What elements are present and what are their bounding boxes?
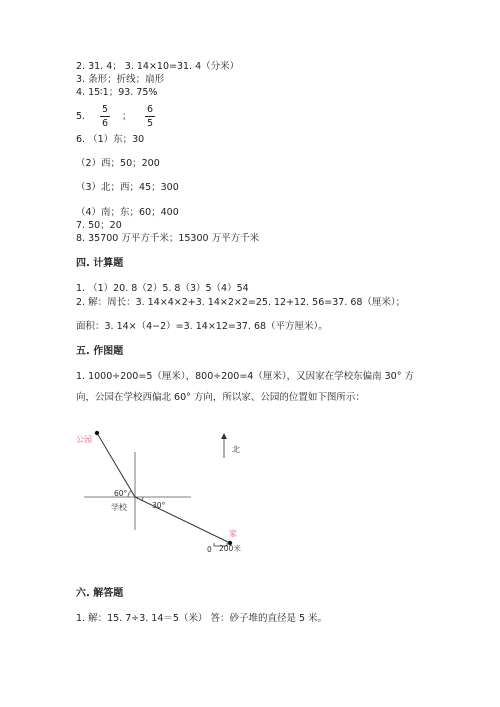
home-line bbox=[135, 497, 230, 543]
section-5-line-2: 向，公园在学校西偏北 60° 方向，所以家、公园的位置如下图所示： bbox=[76, 392, 365, 403]
section-4-title: 四. 计算题 bbox=[76, 258, 124, 269]
north-label: 北 bbox=[232, 445, 240, 454]
angle-60-label: 60° bbox=[114, 489, 128, 498]
answer-6-2: （2）西；50；200 bbox=[76, 158, 160, 169]
section-6-title: 六. 解答题 bbox=[76, 588, 124, 599]
scale-zero-label: 0 bbox=[207, 545, 212, 554]
answer-8: 8. 35700 万平方千米；15300 万平方千米 bbox=[76, 233, 260, 244]
section-4-line-2: 2. 解：周长：3. 14×4×2+3. 14×2×2=25. 12+12. 56=37. 68（厘米）； bbox=[76, 297, 406, 308]
answer-6-4: （4）南；东；60；400 bbox=[76, 207, 179, 218]
park-line bbox=[97, 433, 135, 497]
section-5-title: 五. 作图题 bbox=[76, 346, 124, 357]
park-label: 公园 bbox=[76, 435, 92, 444]
section-5-line-1: 1. 1000÷200=5（厘米），800÷200=4（厘米），又因家在学校东偏南 30° 方 bbox=[76, 371, 414, 382]
section-6-line-1: 1. 解：15. 7÷3. 14＝5（米） 答：砂子堆的直径是 5 米。 bbox=[76, 613, 328, 624]
section-4-line-1: 1. （1）20. 8（2）5. 8（3）5（4）54 bbox=[76, 283, 249, 294]
answer-6-3: （3）北；西；45；300 bbox=[76, 182, 179, 193]
answer-5-separator: ； bbox=[122, 111, 132, 122]
fraction-2-numerator: 6 bbox=[146, 104, 154, 115]
answer-6-1: 6. （1）东；30 bbox=[76, 134, 145, 145]
fraction-1-numerator: 5 bbox=[101, 104, 109, 115]
angle-30-label: 30° bbox=[152, 501, 166, 510]
answer-2: 2. 31. 4； 3. 14×10=31. 4（分米） bbox=[76, 61, 240, 72]
home-label: 家 bbox=[229, 529, 237, 538]
answer-4: 4. 15∶1；93. 75% bbox=[76, 87, 158, 98]
park-point bbox=[95, 431, 99, 435]
angle-60-arc bbox=[128, 491, 131, 497]
section-4-line-3: 面积：3. 14×（4−2）=3. 14×12=37. 68（平方厘米）。 bbox=[76, 321, 328, 332]
north-arrow-icon bbox=[221, 433, 227, 439]
fraction-2-denominator: 5 bbox=[146, 118, 154, 129]
answer-5-prefix: 5. bbox=[76, 111, 86, 122]
fraction-1-denominator: 6 bbox=[101, 118, 109, 129]
answer-7: 7. 50；20 bbox=[76, 220, 122, 231]
scale-distance-label: 200米 bbox=[219, 544, 241, 553]
answer-3: 3. 条形；折线；扇形 bbox=[76, 74, 165, 85]
school-label: 学校 bbox=[111, 503, 127, 512]
